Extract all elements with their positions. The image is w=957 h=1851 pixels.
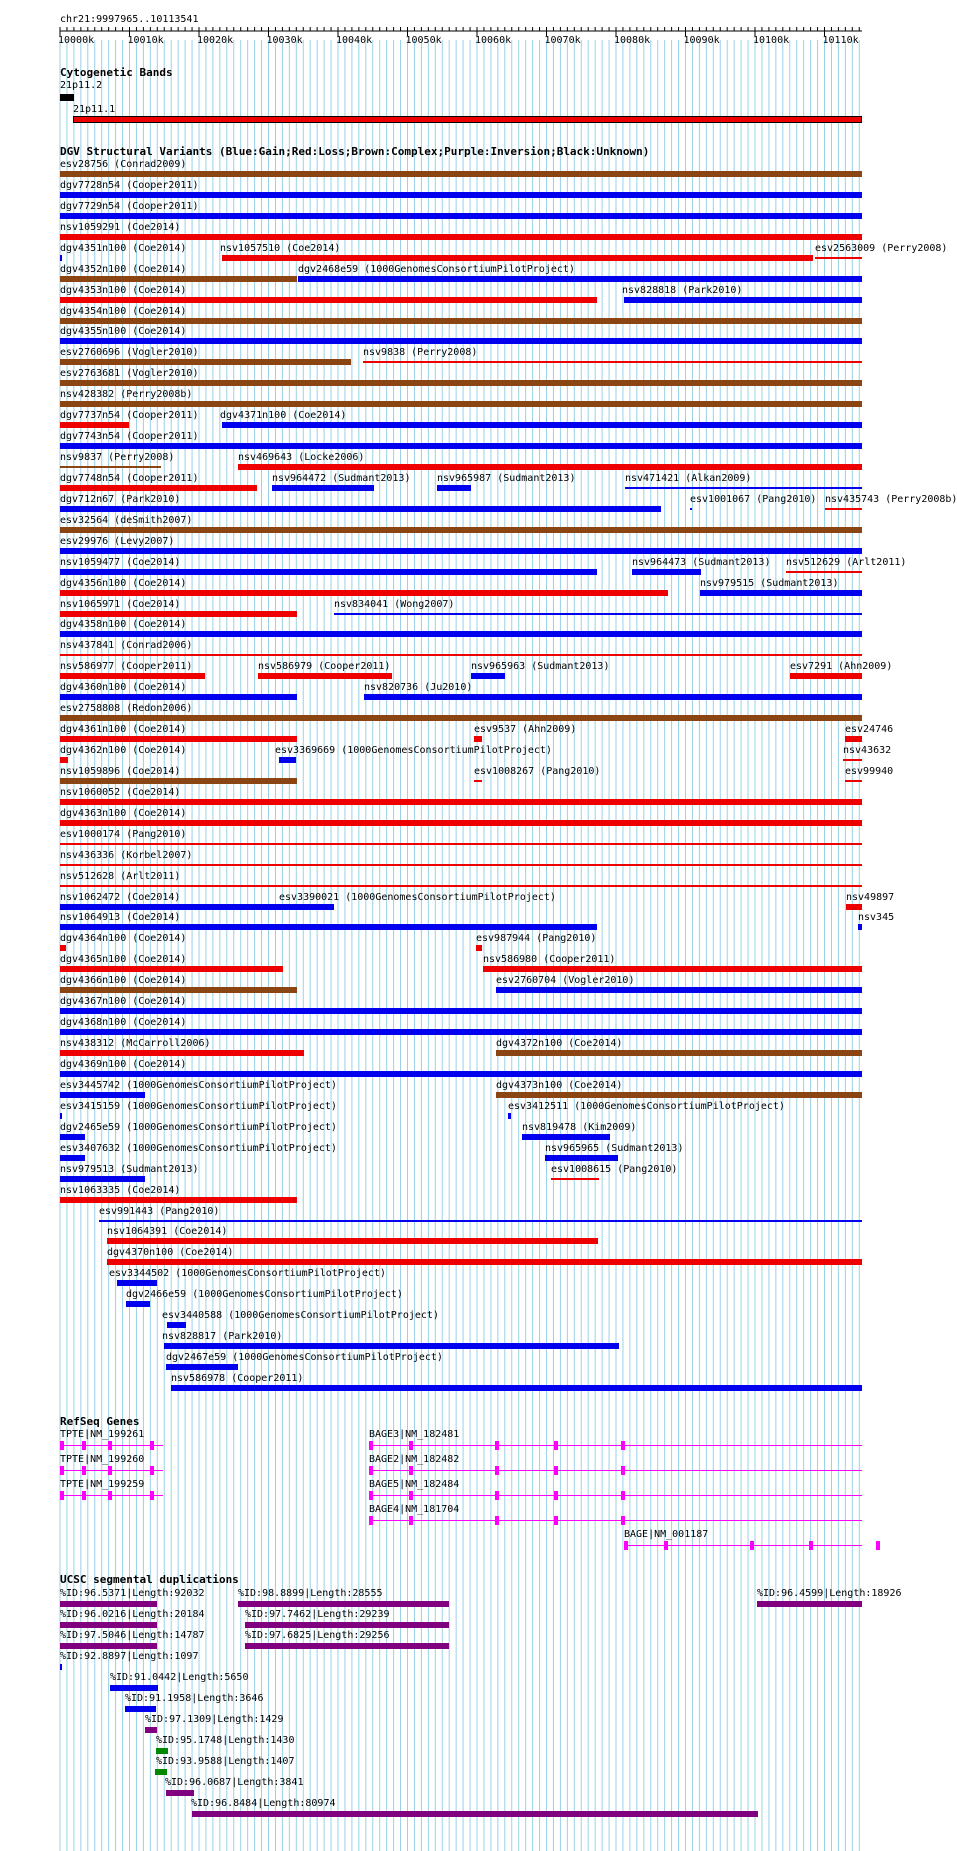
ruler-label: 10110k bbox=[822, 35, 859, 46]
variant-label: nsv428382 (Perry2008b) bbox=[60, 389, 193, 401]
gene-exon[interactable] bbox=[621, 1516, 625, 1525]
segdup-label: %ID:96.4599|Length:18926 bbox=[757, 1588, 902, 1599]
segdup-bar[interactable] bbox=[238, 1601, 449, 1607]
variant-label: esv1008615 (Pang2010) bbox=[551, 1163, 678, 1175]
ruler-label: 10010k bbox=[127, 35, 164, 46]
variant-bar[interactable] bbox=[60, 778, 297, 784]
variant-label: nsv1063335 (Coe2014) bbox=[60, 1184, 181, 1196]
variant-bar[interactable] bbox=[60, 1197, 297, 1203]
variant-label: nsv1065971 (Coe2014) bbox=[60, 598, 181, 610]
variant-label: dgv4352n100 (Coe2014) bbox=[60, 263, 187, 275]
variant-label: nsv820736 (Ju2010) bbox=[364, 682, 473, 694]
gene-line[interactable] bbox=[369, 1520, 862, 1521]
variant-bar[interactable] bbox=[496, 987, 862, 993]
gene-exon[interactable] bbox=[409, 1441, 413, 1450]
variant-label: dgv7737n54 (Cooper2011) bbox=[60, 410, 199, 422]
variant-label: dgv4356n100 (Coe2014) bbox=[60, 577, 187, 589]
variant-bar[interactable] bbox=[522, 1134, 610, 1140]
variant-bar[interactable] bbox=[60, 799, 862, 805]
variant-label: dgv4373n100 (Coe2014) bbox=[496, 1079, 623, 1091]
gene-label: BAGE4|NM_181704 bbox=[369, 1504, 460, 1515]
variant-label: nsv1057510 (Coe2014) bbox=[220, 242, 341, 254]
variant-bar[interactable] bbox=[126, 1301, 150, 1307]
variant-label: esv3344502 (1000GenomesConsortiumPilotProject) bbox=[109, 1268, 386, 1280]
variant-label: dgv4371n100 (Coe2014) bbox=[220, 410, 347, 422]
variant-label: esv32564 (deSmith2007) bbox=[60, 514, 193, 526]
variant-label: dgv4365n100 (Coe2014) bbox=[60, 954, 187, 966]
variant-label: esv987944 (Pang2010) bbox=[476, 933, 597, 945]
variant-label: esv3407632 (1000GenomesConsortiumPilotProject) bbox=[60, 1142, 337, 1154]
variant-bar[interactable] bbox=[846, 904, 862, 910]
variant-label: nsv979513 (Sudmant2013) bbox=[60, 1163, 199, 1175]
segdup-bar[interactable] bbox=[166, 1790, 194, 1796]
variant-label: nsv965965 (Sudmant2013) bbox=[545, 1142, 684, 1154]
variant-bar[interactable] bbox=[60, 380, 862, 386]
segdup-label: %ID:91.0442|Length:5650 bbox=[110, 1672, 249, 1683]
variant-label: esv7291 (Ahn2009) bbox=[790, 661, 893, 673]
variant-bar[interactable] bbox=[60, 234, 862, 240]
variant-bar[interactable] bbox=[496, 1092, 862, 1098]
variant-label: nsv43632 bbox=[843, 745, 892, 757]
variant-label: dgv2467e59 (1000GenomesConsortiumPilotProject) bbox=[166, 1352, 443, 1363]
segdup-bar[interactable] bbox=[60, 1622, 157, 1628]
variant-bar[interactable] bbox=[60, 569, 597, 575]
variant-bar[interactable] bbox=[279, 757, 296, 763]
variant-label: dgv4364n100 (Coe2014) bbox=[60, 933, 187, 945]
variant-bar[interactable] bbox=[60, 1155, 85, 1161]
variant-label: esv1008267 (Pang2010) bbox=[474, 765, 601, 777]
variant-bar[interactable] bbox=[60, 1029, 862, 1035]
segdup-label: %ID:93.9588|Length:1407 bbox=[156, 1756, 295, 1767]
variant-label: nsv1060052 (Coe2014) bbox=[60, 786, 181, 798]
variant-bar[interactable] bbox=[164, 1343, 619, 1349]
variant-label: dgv4368n100 (Coe2014) bbox=[60, 1017, 187, 1029]
gene-exon[interactable] bbox=[108, 1441, 112, 1450]
variant-bar[interactable] bbox=[117, 1280, 157, 1286]
ruler-label: 10090k bbox=[683, 35, 720, 46]
variant-bar[interactable] bbox=[790, 673, 862, 679]
variant-bar[interactable] bbox=[60, 736, 297, 742]
variant-label: esv3445742 (1000GenomesConsortiumPilotProject) bbox=[60, 1079, 337, 1091]
variant-bar[interactable] bbox=[60, 590, 668, 596]
ruler-label: 10060k bbox=[475, 35, 512, 46]
gene-label: TPTE|NM_199261 bbox=[60, 1429, 145, 1440]
variant-label: esv2760696 (Vogler2010) bbox=[60, 347, 199, 359]
variant-label: nsv965987 (Sudmant2013) bbox=[437, 472, 576, 484]
variant-bar[interactable] bbox=[483, 966, 862, 972]
variant-label: esv3369669 (1000GenomesConsortiumPilotProject) bbox=[275, 745, 552, 757]
variant-label: dgv4370n100 (Coe2014) bbox=[107, 1247, 234, 1259]
gene-exon[interactable] bbox=[369, 1441, 373, 1450]
gene-exon[interactable] bbox=[495, 1491, 499, 1500]
gene-exon[interactable] bbox=[621, 1491, 625, 1500]
variant-bar[interactable] bbox=[60, 255, 62, 261]
variant-bar[interactable] bbox=[60, 715, 862, 721]
gene-line[interactable] bbox=[624, 1545, 862, 1546]
variant-label: nsv828818 (Park2010) bbox=[622, 284, 743, 296]
segdup-bar[interactable] bbox=[245, 1643, 449, 1649]
ruler-label: 10040k bbox=[336, 35, 373, 46]
variant-label: nsv586978 (Cooper2011) bbox=[171, 1372, 304, 1384]
cytoband-label: 21p11.2 bbox=[60, 80, 103, 91]
variant-label: dgv4369n100 (Coe2014) bbox=[60, 1058, 187, 1070]
gene-exon[interactable] bbox=[554, 1491, 558, 1500]
segdup-label: %ID:96.8484|Length:80974 bbox=[191, 1798, 336, 1809]
variant-label: nsv834041 (Wong2007) bbox=[334, 598, 455, 610]
gene-line[interactable] bbox=[369, 1470, 862, 1471]
variant-bar[interactable] bbox=[60, 673, 205, 679]
cytoband-bar[interactable] bbox=[73, 116, 862, 123]
variant-bar[interactable] bbox=[363, 361, 862, 363]
variant-bar[interactable] bbox=[60, 757, 68, 763]
variant-bar[interactable] bbox=[690, 508, 692, 510]
variant-label: dgv4351n100 (Coe2014) bbox=[60, 242, 187, 254]
gene-exon[interactable] bbox=[150, 1491, 154, 1500]
segdup-label: %ID:96.0216|Length:20184 bbox=[60, 1609, 205, 1620]
variant-bar[interactable] bbox=[845, 780, 862, 782]
variant-bar[interactable] bbox=[60, 885, 862, 887]
variant-label: nsv512629 (Arlt2011) bbox=[786, 556, 907, 568]
variant-bar[interactable] bbox=[60, 987, 297, 993]
variant-label: nsv964473 (Sudmant2013) bbox=[632, 556, 771, 568]
variant-bar[interactable] bbox=[60, 631, 862, 637]
variant-bar[interactable] bbox=[60, 171, 862, 177]
segdup-bar[interactable] bbox=[60, 1664, 62, 1670]
gene-exon[interactable] bbox=[495, 1466, 499, 1475]
variant-label: esv3412511 (1000GenomesConsortiumPilotProject) bbox=[508, 1100, 785, 1112]
variant-bar[interactable] bbox=[60, 904, 297, 910]
variant-bar[interactable] bbox=[624, 297, 862, 303]
variant-label: dgv7728n54 (Cooper2011) bbox=[60, 179, 199, 191]
variant-bar[interactable] bbox=[60, 506, 661, 512]
variant-label: esv29976 (Levy2007) bbox=[60, 535, 175, 547]
variant-bar[interactable] bbox=[545, 1155, 618, 1161]
variant-label: nsv819478 (Kim2009) bbox=[522, 1121, 637, 1133]
segdup-label: %ID:97.1309|Length:1429 bbox=[145, 1714, 284, 1725]
variant-label: nsv965963 (Sudmant2013) bbox=[471, 661, 610, 673]
variant-label: nsv9838 (Perry2008) bbox=[363, 347, 478, 359]
variant-label: nsv1062472 (Coe2014) bbox=[60, 891, 181, 903]
variant-bar[interactable] bbox=[107, 1259, 862, 1265]
gene-exon[interactable] bbox=[621, 1441, 625, 1450]
location-label: chr21:9997965..10113541 bbox=[60, 14, 199, 25]
variant-label: dgv4354n100 (Coe2014) bbox=[60, 305, 187, 317]
variant-label: nsv586979 (Cooper2011) bbox=[258, 661, 391, 673]
gene-exon[interactable] bbox=[495, 1441, 499, 1450]
segdup-label: %ID:95.1748|Length:1430 bbox=[156, 1735, 295, 1746]
variant-label: esv9537 (Ahn2009) bbox=[474, 724, 577, 736]
gene-exon[interactable] bbox=[750, 1541, 754, 1550]
variant-label: nsv586980 (Cooper2011) bbox=[483, 954, 616, 966]
ruler-label: 10100k bbox=[753, 35, 790, 46]
variant-bar[interactable] bbox=[508, 1113, 511, 1119]
variant-bar[interactable] bbox=[476, 945, 482, 951]
variant-bar[interactable] bbox=[60, 1176, 145, 1182]
variant-bar[interactable] bbox=[298, 276, 862, 282]
variant-label: dgv7748n54 (Cooper2011) bbox=[60, 472, 199, 484]
variant-label: nsv9837 (Perry2008) bbox=[60, 452, 175, 464]
segdup-bar[interactable] bbox=[60, 1643, 157, 1649]
gene-exon[interactable] bbox=[409, 1516, 413, 1525]
gene-exon[interactable] bbox=[108, 1491, 112, 1500]
variant-label: esv2760704 (Vogler2010) bbox=[496, 975, 635, 987]
variant-bar[interactable] bbox=[60, 276, 297, 282]
gene-exon[interactable] bbox=[60, 1441, 64, 1450]
variant-label: nsv469643 (Locke2006) bbox=[238, 452, 365, 464]
variant-label: esv2758808 (Redon2006) bbox=[60, 703, 193, 715]
variant-bar[interactable] bbox=[60, 966, 283, 972]
gene-exon[interactable] bbox=[664, 1541, 668, 1550]
track-title-segdups: UCSC segmental duplications bbox=[60, 1573, 239, 1586]
variant-bar[interactable] bbox=[60, 297, 597, 303]
segdup-label: %ID:96.5371|Length:92032 bbox=[60, 1588, 205, 1599]
variant-bar[interactable] bbox=[60, 192, 862, 198]
variant-label: nsv512628 (Arlt2011) bbox=[60, 870, 181, 882]
variant-bar[interactable] bbox=[60, 359, 351, 365]
gene-exon[interactable] bbox=[554, 1516, 558, 1525]
variant-bar[interactable] bbox=[272, 485, 374, 491]
variant-bar[interactable] bbox=[845, 736, 862, 742]
variant-bar[interactable] bbox=[60, 485, 257, 491]
gene-exon[interactable] bbox=[554, 1441, 558, 1450]
segdup-bar[interactable] bbox=[60, 1601, 157, 1607]
gene-exon[interactable] bbox=[554, 1466, 558, 1475]
variant-bar[interactable] bbox=[60, 338, 862, 344]
ruler-label: 10000k bbox=[58, 35, 95, 46]
segdup-label: %ID:97.5046|Length:14787 bbox=[60, 1630, 205, 1641]
variant-bar[interactable] bbox=[474, 736, 482, 742]
variant-bar[interactable] bbox=[60, 318, 862, 324]
variant-label: esv28756 (Conrad2009) bbox=[60, 159, 187, 170]
variant-label: dgv4367n100 (Coe2014) bbox=[60, 996, 187, 1008]
variant-label: dgv712n67 (Park2010) bbox=[60, 493, 181, 505]
ruler-label: 10030k bbox=[266, 35, 303, 46]
variant-label: dgv4358n100 (Coe2014) bbox=[60, 619, 187, 631]
variant-bar[interactable] bbox=[60, 213, 862, 219]
segdup-bar[interactable] bbox=[156, 1748, 168, 1754]
variant-label: nsv1059477 (Coe2014) bbox=[60, 556, 181, 568]
variant-label: nsv586977 (Cooper2011) bbox=[60, 661, 193, 673]
variant-label: esv1000174 (Pang2010) bbox=[60, 828, 187, 840]
gene-exon[interactable] bbox=[60, 1466, 64, 1475]
ruler-label: 10080k bbox=[614, 35, 651, 46]
variant-label: esv991443 (Pang2010) bbox=[99, 1205, 220, 1217]
variant-label: dgv4361n100 (Coe2014) bbox=[60, 724, 187, 736]
variant-bar[interactable] bbox=[786, 571, 862, 573]
variant-bar[interactable] bbox=[222, 422, 862, 428]
segdup-bar[interactable] bbox=[192, 1811, 758, 1817]
variant-label: dgv4366n100 (Coe2014) bbox=[60, 975, 187, 987]
variant-label: esv3440588 (1000GenomesConsortiumPilotProject) bbox=[162, 1310, 439, 1322]
variant-label: nsv1064391 (Coe2014) bbox=[107, 1226, 228, 1238]
variant-label: dgv4363n100 (Coe2014) bbox=[60, 807, 187, 819]
variant-bar[interactable] bbox=[60, 466, 161, 468]
gene-exon[interactable] bbox=[82, 1466, 86, 1475]
variant-label: esv1001067 (Pang2010) bbox=[690, 493, 817, 505]
variant-label: dgv7743n54 (Cooper2011) bbox=[60, 431, 199, 443]
gene-exon[interactable] bbox=[82, 1441, 86, 1450]
gene-exon[interactable] bbox=[369, 1516, 373, 1525]
cytoband-label: 21p11.1 bbox=[73, 104, 116, 115]
variant-bar[interactable] bbox=[60, 1113, 62, 1119]
variant-label: nsv435743 (Perry2008b) bbox=[825, 493, 957, 505]
variant-label: dgv2468e59 (1000GenomesConsortiumPilotProject) bbox=[298, 263, 575, 275]
gene-exon[interactable] bbox=[409, 1466, 413, 1475]
variant-bar[interactable] bbox=[60, 527, 862, 533]
gene-exon[interactable] bbox=[409, 1491, 413, 1500]
variant-bar[interactable] bbox=[60, 1092, 145, 1098]
gene-exon[interactable] bbox=[108, 1466, 112, 1475]
variant-label: nsv49897 bbox=[846, 891, 895, 903]
segdup-label: %ID:96.0687|Length:3841 bbox=[165, 1777, 304, 1788]
variant-label: nsv1064913 (Coe2014) bbox=[60, 912, 181, 924]
gene-label: BAGE3|NM_182481 bbox=[369, 1429, 460, 1440]
variant-bar[interactable] bbox=[60, 820, 862, 826]
variant-bar[interactable] bbox=[471, 673, 505, 679]
track-title-refseq: RefSeq Genes bbox=[60, 1415, 140, 1428]
variant-bar[interactable] bbox=[60, 843, 862, 845]
gene-exon[interactable] bbox=[82, 1491, 86, 1500]
segdup-label: %ID:98.8899|Length:28555 bbox=[238, 1588, 383, 1599]
variant-label: nsv979515 (Sudmant2013) bbox=[700, 577, 839, 589]
variant-label: dgv4362n100 (Coe2014) bbox=[60, 745, 187, 757]
variant-bar[interactable] bbox=[60, 694, 297, 700]
variant-bar[interactable] bbox=[632, 569, 701, 575]
variant-bar[interactable] bbox=[60, 864, 862, 866]
segdup-label: %ID:97.6825|Length:29256 bbox=[245, 1630, 390, 1641]
gene-exon[interactable] bbox=[369, 1491, 373, 1500]
gene-label: BAGE2|NM_182482 bbox=[369, 1454, 460, 1465]
segdup-label: %ID:97.7462|Length:29239 bbox=[245, 1609, 390, 1620]
variant-bar[interactable] bbox=[167, 1322, 186, 1328]
variant-bar[interactable] bbox=[437, 485, 471, 491]
variant-bar[interactable] bbox=[60, 1008, 862, 1014]
segdup-label: %ID:91.1958|Length:3646 bbox=[125, 1693, 264, 1704]
variant-label: nsv345 bbox=[858, 912, 895, 924]
gene-exon[interactable] bbox=[624, 1541, 628, 1550]
segdup-bar[interactable] bbox=[245, 1622, 449, 1628]
gene-exon[interactable] bbox=[495, 1516, 499, 1525]
variant-label: esv24746 bbox=[845, 724, 894, 736]
variant-bar[interactable] bbox=[60, 945, 66, 951]
variant-bar[interactable] bbox=[700, 590, 862, 596]
variant-bar[interactable] bbox=[858, 924, 862, 930]
variant-label: nsv437841 (Conrad2006) bbox=[60, 640, 193, 652]
variant-label: dgv4372n100 (Coe2014) bbox=[496, 1038, 623, 1050]
segdup-bar[interactable] bbox=[125, 1706, 156, 1712]
gene-exon[interactable] bbox=[809, 1541, 813, 1550]
segdup-bar[interactable] bbox=[155, 1769, 167, 1775]
segdup-bar[interactable] bbox=[757, 1601, 862, 1607]
gene-label: TPTE|NM_199259 bbox=[60, 1479, 145, 1490]
track-title-dgv: DGV Structural Variants (Blue:Gain;Red:Loss;Brown:Complex;Purple:Inversion;Black:Unknown) bbox=[60, 145, 650, 158]
variant-label: nsv828817 (Park2010) bbox=[162, 1331, 283, 1343]
gene-exon[interactable] bbox=[150, 1441, 154, 1450]
gene-exon[interactable] bbox=[60, 1491, 64, 1500]
variant-label: esv3390021 (1000GenomesConsortiumPilotProject) bbox=[279, 891, 556, 903]
variant-label: esv2563009 (Perry2008) bbox=[815, 242, 948, 254]
variant-bar[interactable] bbox=[625, 487, 862, 489]
variant-label: dgv2465e59 (1000GenomesConsortiumPilotProject) bbox=[60, 1121, 337, 1133]
track-title-cytobands: Cytogenetic Bands bbox=[60, 66, 173, 79]
variant-bar[interactable] bbox=[60, 1134, 85, 1140]
variant-bar[interactable] bbox=[551, 1178, 599, 1180]
variant-bar[interactable] bbox=[60, 654, 862, 656]
gene-exon[interactable] bbox=[369, 1466, 373, 1475]
variant-bar[interactable] bbox=[843, 759, 862, 761]
variant-bar[interactable] bbox=[334, 613, 862, 615]
variant-label: dgv4360n100 (Coe2014) bbox=[60, 682, 187, 694]
variant-label: dgv4355n100 (Coe2014) bbox=[60, 326, 187, 338]
variant-bar[interactable] bbox=[60, 548, 862, 554]
variant-bar[interactable] bbox=[364, 694, 862, 700]
variant-bar[interactable] bbox=[825, 508, 862, 510]
variant-bar[interactable] bbox=[60, 443, 862, 449]
variant-label: nsv964472 (Sudmant2013) bbox=[272, 472, 411, 484]
variant-label: nsv1059896 (Coe2014) bbox=[60, 765, 181, 777]
gene-exon[interactable] bbox=[876, 1541, 880, 1550]
variant-bar[interactable] bbox=[107, 1238, 598, 1244]
ruler-label: 10050k bbox=[405, 35, 442, 46]
variant-bar[interactable] bbox=[60, 611, 297, 617]
gene-label: BAGE|NM_001187 bbox=[624, 1529, 709, 1540]
gene-line[interactable] bbox=[369, 1495, 862, 1496]
variant-bar[interactable] bbox=[60, 1050, 304, 1056]
variant-bar[interactable] bbox=[238, 464, 862, 470]
variant-bar[interactable] bbox=[815, 257, 862, 259]
variant-bar[interactable] bbox=[258, 673, 392, 679]
variant-bar[interactable] bbox=[166, 1364, 238, 1370]
variant-bar[interactable] bbox=[222, 255, 813, 261]
variant-label: esv99940 bbox=[845, 765, 894, 777]
gene-exon[interactable] bbox=[621, 1466, 625, 1475]
gene-label: TPTE|NM_199260 bbox=[60, 1454, 145, 1465]
variant-label: dgv2466e59 (1000GenomesConsortiumPilotProject) bbox=[126, 1289, 403, 1301]
gene-line[interactable] bbox=[369, 1445, 862, 1446]
ruler-label: 10020k bbox=[197, 35, 234, 46]
variant-label: nsv438312 (McCarroll2006) bbox=[60, 1038, 211, 1050]
variant-label: nsv1059291 (Coe2014) bbox=[60, 221, 181, 233]
variant-bar[interactable] bbox=[171, 1385, 862, 1391]
variant-bar[interactable] bbox=[474, 780, 482, 782]
variant-bar[interactable] bbox=[496, 1050, 862, 1056]
variant-bar[interactable] bbox=[60, 401, 862, 407]
variant-label: nsv436336 (Korbel2007) bbox=[60, 849, 193, 861]
variant-label: dgv7729n54 (Cooper2011) bbox=[60, 200, 199, 212]
variant-bar[interactable] bbox=[60, 422, 129, 428]
variant-label: dgv4353n100 (Coe2014) bbox=[60, 284, 187, 296]
segdup-bar[interactable] bbox=[145, 1727, 157, 1733]
variant-bar[interactable] bbox=[282, 904, 334, 910]
cytoband-bar[interactable] bbox=[60, 94, 74, 101]
segdup-bar[interactable] bbox=[110, 1685, 158, 1691]
gene-exon[interactable] bbox=[150, 1466, 154, 1475]
variant-bar[interactable] bbox=[60, 924, 597, 930]
variant-bar[interactable] bbox=[99, 1220, 862, 1222]
segdup-label: %ID:92.8897|Length:1097 bbox=[60, 1651, 199, 1662]
ruler-label: 10070k bbox=[544, 35, 581, 46]
variant-label: nsv471421 (Alkan2009) bbox=[625, 472, 752, 484]
variant-label: esv3415159 (1000GenomesConsortiumPilotProject) bbox=[60, 1100, 337, 1112]
variant-bar[interactable] bbox=[60, 1071, 862, 1077]
variant-label: esv2763681 (Vogler2010) bbox=[60, 368, 199, 380]
gene-label: BAGE5|NM_182484 bbox=[369, 1479, 460, 1490]
